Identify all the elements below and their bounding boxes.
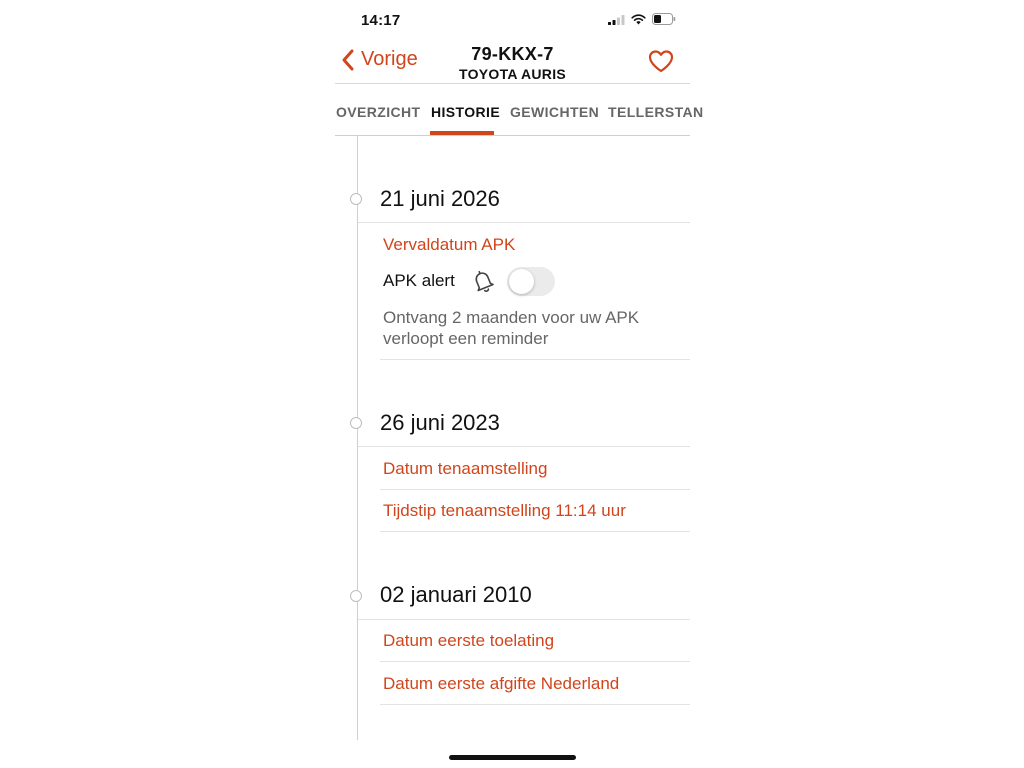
- timeline-date: 26 juni 2023: [380, 410, 500, 435]
- bell-icon: [471, 268, 495, 294]
- tab-bar: [335, 84, 704, 136]
- vehicle-title: [335, 44, 690, 82]
- divider: [380, 489, 690, 490]
- favorite-button[interactable]: [648, 50, 674, 78]
- heart-icon: [648, 50, 674, 73]
- tab-tellerstanden[interactable]: TELLERSTAN: [608, 104, 704, 120]
- timeline-date: 02 januari 2010: [380, 582, 532, 607]
- active-tab-indicator: [430, 131, 494, 135]
- divider: [358, 619, 690, 620]
- vehicle-model: TOYOTA AURIS: [458, 66, 567, 82]
- wifi-icon: [631, 14, 646, 25]
- tab-historie[interactable]: HISTORIE: [431, 104, 501, 120]
- divider: [358, 222, 690, 223]
- divider: [380, 704, 690, 705]
- license-plate: 79-KKX-7: [471, 44, 554, 64]
- divider: [380, 661, 690, 662]
- timeline-line: [357, 136, 358, 740]
- apk-alert-label: APK alert: [383, 271, 455, 290]
- timeline-dot: [350, 590, 362, 602]
- toggle-knob: [509, 269, 534, 294]
- apk-alert-toggle[interactable]: [507, 267, 555, 296]
- event-datum-eerste-afgifte[interactable]: Datum eerste afgifte Nederland: [383, 674, 620, 693]
- timeline-dot: [350, 417, 362, 429]
- tab-overzicht[interactable]: OVERZICHT: [336, 104, 421, 120]
- battery-icon: [652, 13, 676, 25]
- divider: [380, 359, 690, 360]
- cellular-signal-icon: [608, 14, 625, 25]
- event-vervaldatum-apk[interactable]: Vervaldatum APK: [383, 235, 516, 254]
- phone-screen: [335, 0, 704, 768]
- event-tijdstip-tenaamstelling[interactable]: Tijdstip tenaamstelling 11:14 uur: [383, 501, 626, 520]
- apk-alert-description: Ontvang 2 maanden voor uw APK verloopt een reminder: [383, 308, 640, 348]
- event-datum-tenaamstelling[interactable]: Datum tenaamstelling: [383, 459, 548, 478]
- timeline-date: 21 juni 2026: [380, 186, 500, 211]
- back-button-label: Vorige: [361, 48, 418, 70]
- tab-gewichten[interactable]: GEWICHTEN: [510, 104, 600, 120]
- home-indicator[interactable]: [449, 755, 576, 760]
- status-time: 14:17: [361, 12, 401, 29]
- status-icons: [608, 13, 676, 25]
- divider: [380, 531, 690, 532]
- divider: [358, 446, 690, 447]
- timeline-dot: [350, 193, 362, 205]
- event-datum-eerste-toelating[interactable]: Datum eerste toelating: [383, 631, 555, 650]
